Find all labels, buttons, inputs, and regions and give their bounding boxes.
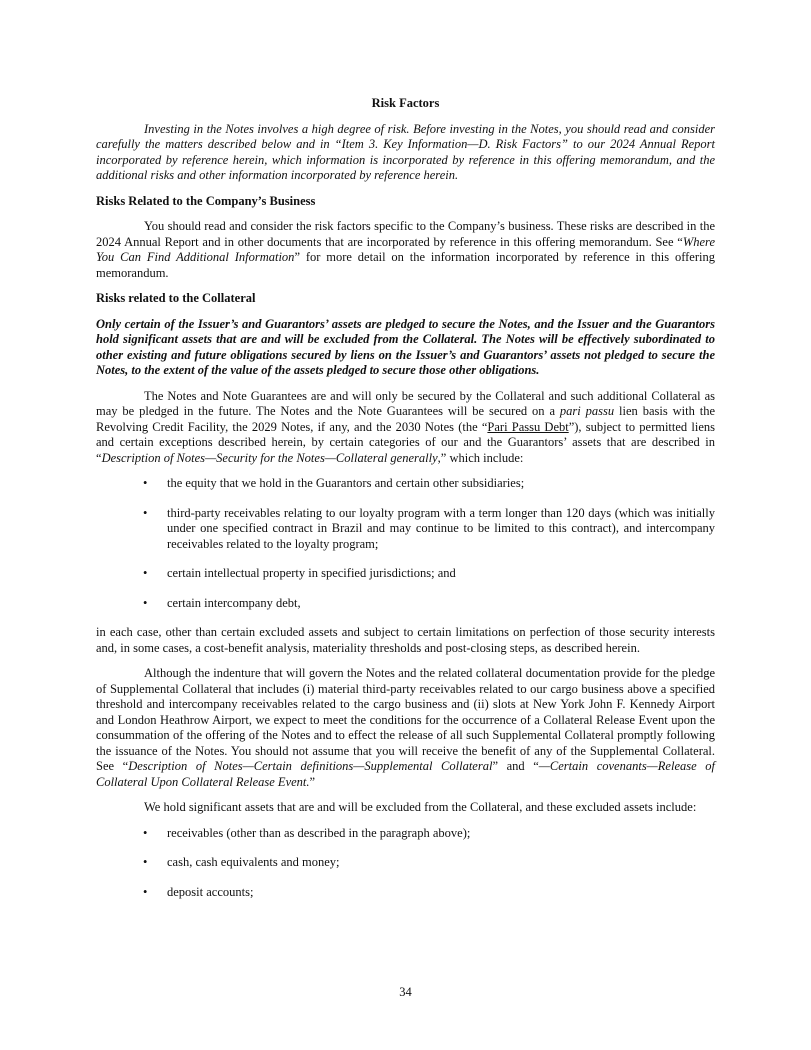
list-item-text: certain intellectual property in specified jurisdictions; and: [167, 566, 456, 580]
cross-reference: Description of Notes—Security for the Notes—Collateral generally: [101, 450, 438, 465]
list-item-text: the equity that we hold in the Guarantors and certain other subsidiaries;: [167, 476, 525, 490]
list-item-text: deposit accounts;: [167, 884, 254, 899]
document-page: [96, 96, 715, 914]
text-run: ,” which include:: [437, 450, 524, 465]
list-item-text: third-party receivables relating to our loyalty program with a term longer than 120 days (which was initially under one specified contract in Brazil and may continue to be limited to this contract), and intercompany receivables related to the loyalty program;: [167, 505, 715, 551]
cross-reference: Where You Can Find Additional Information: [96, 234, 715, 264]
risk-factor-heading: Only certain of the Issuer’s and Guarantors’ assets are pledged to secure the Notes, and the Issuer and the Guarantors hold significant assets that are and will be excluded from the Collateral. The Notes will be effectively subordinated to other existing and future obligations secured by liens on the Issuer’s and Guarantors’ assets not pledged to secure the Notes, to the extent of the value of the assets pledged to secure those other obligations.: [96, 316, 715, 377]
list-item: [96, 596, 715, 612]
text-run: ” for more detail on the information incorporated by reference in this offering memorandum.: [96, 250, 715, 280]
excluded-assets-list: [96, 826, 715, 901]
defined-term: Pari Passu Debt: [487, 419, 569, 434]
text-run: ”), subject to permitted liens and certain exceptions described herein, by certain categories of our and the Guarantors’ assets that are described in “: [96, 419, 715, 465]
list-item: [96, 566, 715, 582]
bullet-icon: •: [143, 505, 148, 520]
text-run: Although the indenture that will govern the Notes and the related collateral documentation provide for the pledge of Supplemental Collateral that includes (i) material third-party receivables related to our cargo business above a specified threshold and intercompany receivables related to the cargo business and (ii) slots at New York John F. Kennedy Airport and London Heathrow Airport, we expect to meet the conditions for the occurrence of a Collateral Release Event upon the consummation of the offering of the Notes and to effect the release of all such Supplemental Collateral promptly following the issuance of the Notes. You should not assume that you will receive the benefit of any of the Supplemental Collateral. See “: [96, 666, 715, 773]
bullet-icon: •: [143, 476, 148, 490]
list-item-text: certain intercompany debt,: [167, 595, 301, 610]
list-item: [96, 885, 715, 901]
collateral-paragraph-1: [96, 389, 715, 467]
bullet-icon: •: [143, 595, 148, 610]
page-title: Risk Factors: [371, 96, 440, 110]
text-run: ”: [309, 774, 316, 789]
collateral-paragraph-3: [96, 666, 715, 790]
cross-reference: Description of Notes—Certain definitions—Supplemental Collateral: [128, 759, 493, 773]
bullet-icon: •: [143, 566, 148, 580]
business-paragraph: [96, 219, 715, 281]
list-item: [96, 506, 715, 553]
italic-term: pari passu: [559, 404, 615, 418]
bullet-icon: •: [143, 855, 148, 869]
list-item: [96, 855, 715, 871]
cross-reference: —Certain covenants—Release of Collateral Upon Collateral Release Event.: [96, 759, 715, 789]
page-number: 34: [399, 985, 412, 999]
bullet-icon: •: [143, 825, 148, 840]
list-item-text: cash, cash equivalents and money;: [167, 855, 340, 869]
text-run: ” and “: [492, 759, 539, 773]
collateral-paragraph-4: We hold significant assets that are and will be excluded from the Collateral, and these excluded assets include:: [144, 800, 697, 814]
section-heading-collateral: Risks related to the Collateral: [96, 291, 256, 305]
collateral-list: [96, 476, 715, 611]
list-item: [96, 476, 715, 492]
text-run: lien basis with the Revolving Credit Facility, the 2029 Notes, if any, and the 2030 Notes (the “: [96, 404, 715, 434]
bullet-icon: •: [143, 884, 148, 899]
intro-paragraph: Investing in the Notes involves a high degree of risk. Before investing in the Notes, you should read and consider carefully the matters described below and in “Item 3. Key Information—D. Risk Factors” to our 2024 Annual Report incorporated by reference herein, which information is incorporated by reference in this offering memorandum, and the additional risks and other information incorporated by reference herein.: [96, 121, 715, 182]
text-run: The Notes and Note Guarantees are and will only be secured by the Collateral and such additional Collateral as may be pledged in the future. The Notes and the Note Guarantees will be secured on a: [96, 388, 715, 418]
list-item: [96, 826, 715, 842]
collateral-paragraph-2: in each case, other than certain excluded assets and subject to certain limitations on perfection of those security interests and, in some cases, a cost-benefit analysis, materiality thresholds and post-closing steps, as described herein.: [96, 625, 715, 655]
list-item-text: receivables (other than as described in the paragraph above);: [167, 825, 471, 840]
text-run: You should read and consider the risk factors specific to the Company’s business. These risks are described in the 2024 Annual Report and in other documents that are incorporated by reference in this offering memorandum. See “: [96, 219, 715, 249]
section-heading-business: Risks Related to the Company’s Business: [96, 193, 316, 208]
